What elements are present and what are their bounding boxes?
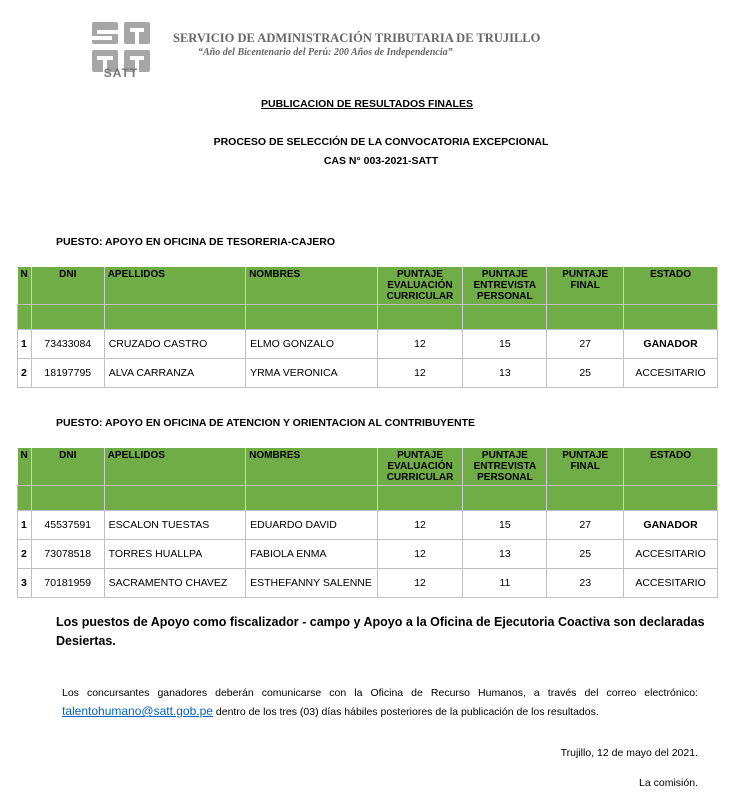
cell-entrevista: 15 [463, 330, 547, 359]
notice-text-before: Los concursantes ganadores deberán comunicarse con la Oficina de Recurso Humanos, a través del correo electrónico: [62, 687, 698, 699]
desert-declaration: Los puestos de Apoyo como fiscalizador - campo y Apoyo a la Oficina de Ejecutoria Coactiva son declaradas Desiertas. [56, 615, 705, 648]
cell-apellidos: CRUZADO CASTRO [104, 330, 245, 359]
cell-n: 1 [18, 511, 32, 540]
cell-n: 3 [18, 569, 32, 598]
col-final: PUNTAJE FINAL [547, 448, 624, 486]
col-estado: ESTADO [624, 267, 718, 305]
cell-apellidos: ALVA CARRANZA [104, 359, 245, 388]
signature: La comisión. [639, 777, 698, 789]
cell-curricular: 12 [377, 569, 463, 598]
motto: “Año del Bicentenario del Perú: 200 Años de Independencia” [198, 47, 453, 58]
cell-final: 25 [547, 540, 624, 569]
cell-estado: ACCESITARIO [624, 540, 718, 569]
cell-n: 1 [18, 330, 32, 359]
notice-text-after: dentro de los tres (03) días hábiles posteriores de la publicación de los resultados. [212, 706, 599, 718]
section-title: PUESTO: APOYO EN OFICINA DE ATENCION Y ORIENTACION AL CONTRIBUYENTE [56, 417, 476, 429]
cell-curricular: 12 [377, 359, 463, 388]
section-title: PUESTO: APOYO EN OFICINA DE TESORERIA-CAJERO [56, 236, 336, 248]
table-row [18, 359, 718, 388]
col-n: N [18, 448, 32, 486]
cell-estado: GANADOR [624, 511, 718, 540]
cell-entrevista: 15 [463, 511, 547, 540]
results-table [17, 448, 718, 598]
cell-dni: 70181959 [31, 569, 104, 598]
cell-entrevista: 11 [463, 569, 547, 598]
cell-n: 2 [18, 540, 32, 569]
cell-apellidos: TORRES HUALLPA [104, 540, 245, 569]
cell-dni: 73078518 [31, 540, 104, 569]
col-entrevista: PUNTAJE ENTREVISTA PERSONAL [463, 267, 547, 305]
cell-nombres: FABIOLA ENMA [246, 540, 377, 569]
table-header-row [18, 267, 718, 305]
cell-dni: 18197795 [31, 359, 104, 388]
cell-final: 23 [547, 569, 624, 598]
cell-nombres: EDUARDO DAVID [246, 511, 377, 540]
col-curricular: PUNTAJE EVALUACIÓN CURRICULAR [377, 448, 463, 486]
cell-estado: GANADOR [624, 330, 718, 359]
table-row [18, 511, 718, 540]
header-spacer [18, 486, 718, 511]
table-row [18, 330, 718, 359]
cell-dni: 73433084 [31, 330, 104, 359]
col-entrevista: PUNTAJE ENTREVISTA PERSONAL [463, 448, 547, 486]
cell-n: 2 [18, 359, 32, 388]
col-nombres: NOMBRES [246, 267, 377, 305]
col-final: PUNTAJE FINAL [547, 267, 624, 305]
col-estado: ESTADO [624, 448, 718, 486]
cell-entrevista: 13 [463, 540, 547, 569]
col-apellidos: APELLIDOS [104, 448, 245, 486]
cell-curricular: 12 [377, 511, 463, 540]
date-line: Trujillo, 12 de mayo del 2021. [560, 747, 698, 759]
col-nombres: NOMBRES [246, 448, 377, 486]
results-table [17, 267, 718, 388]
cell-apellidos: SACRAMENTO CHAVEZ [104, 569, 245, 598]
cell-estado: ACCESITARIO [624, 569, 718, 598]
cell-final: 27 [547, 330, 624, 359]
col-curricular: PUNTAJE EVALUACIÓN CURRICULAR [377, 267, 463, 305]
cell-nombres: ESTHEFANNY SALENNE [246, 569, 377, 598]
cell-apellidos: ESCALON TUESTAS [104, 511, 245, 540]
logo-text: SATT [103, 66, 139, 80]
table-row [18, 540, 718, 569]
col-dni: DNI [31, 448, 104, 486]
document-title: PUBLICACION DE RESULTADOS FINALES [261, 98, 473, 110]
cell-curricular: 12 [377, 330, 463, 359]
col-apellidos: APELLIDOS [104, 267, 245, 305]
col-dni: DNI [31, 267, 104, 305]
cell-entrevista: 13 [463, 359, 547, 388]
cell-nombres: YRMA VERONICA [246, 359, 377, 388]
process-title: PROCESO DE SELECCIÓN DE LA CONVOCATORIA EXCEPCIONAL [213, 136, 549, 148]
cell-curricular: 12 [377, 540, 463, 569]
cell-estado: ACCESITARIO [624, 359, 718, 388]
cell-final: 27 [547, 511, 624, 540]
header-spacer [18, 305, 718, 330]
organization-name: SERVICIO DE ADMINISTRACIÓN TRIBUTARIA DE TRUJILLO [173, 31, 541, 45]
cell-nombres: ELMO GONZALO [246, 330, 377, 359]
table-row [18, 569, 718, 598]
table-header-row [18, 448, 718, 486]
email-link[interactable]: talentohumano@satt.gob.pe [62, 704, 213, 718]
col-n: N [18, 267, 32, 305]
cell-final: 25 [547, 359, 624, 388]
cell-dni: 45537591 [31, 511, 104, 540]
process-code: CAS N° 003-2021-SATT [323, 155, 439, 167]
notice-paragraph [62, 683, 698, 721]
